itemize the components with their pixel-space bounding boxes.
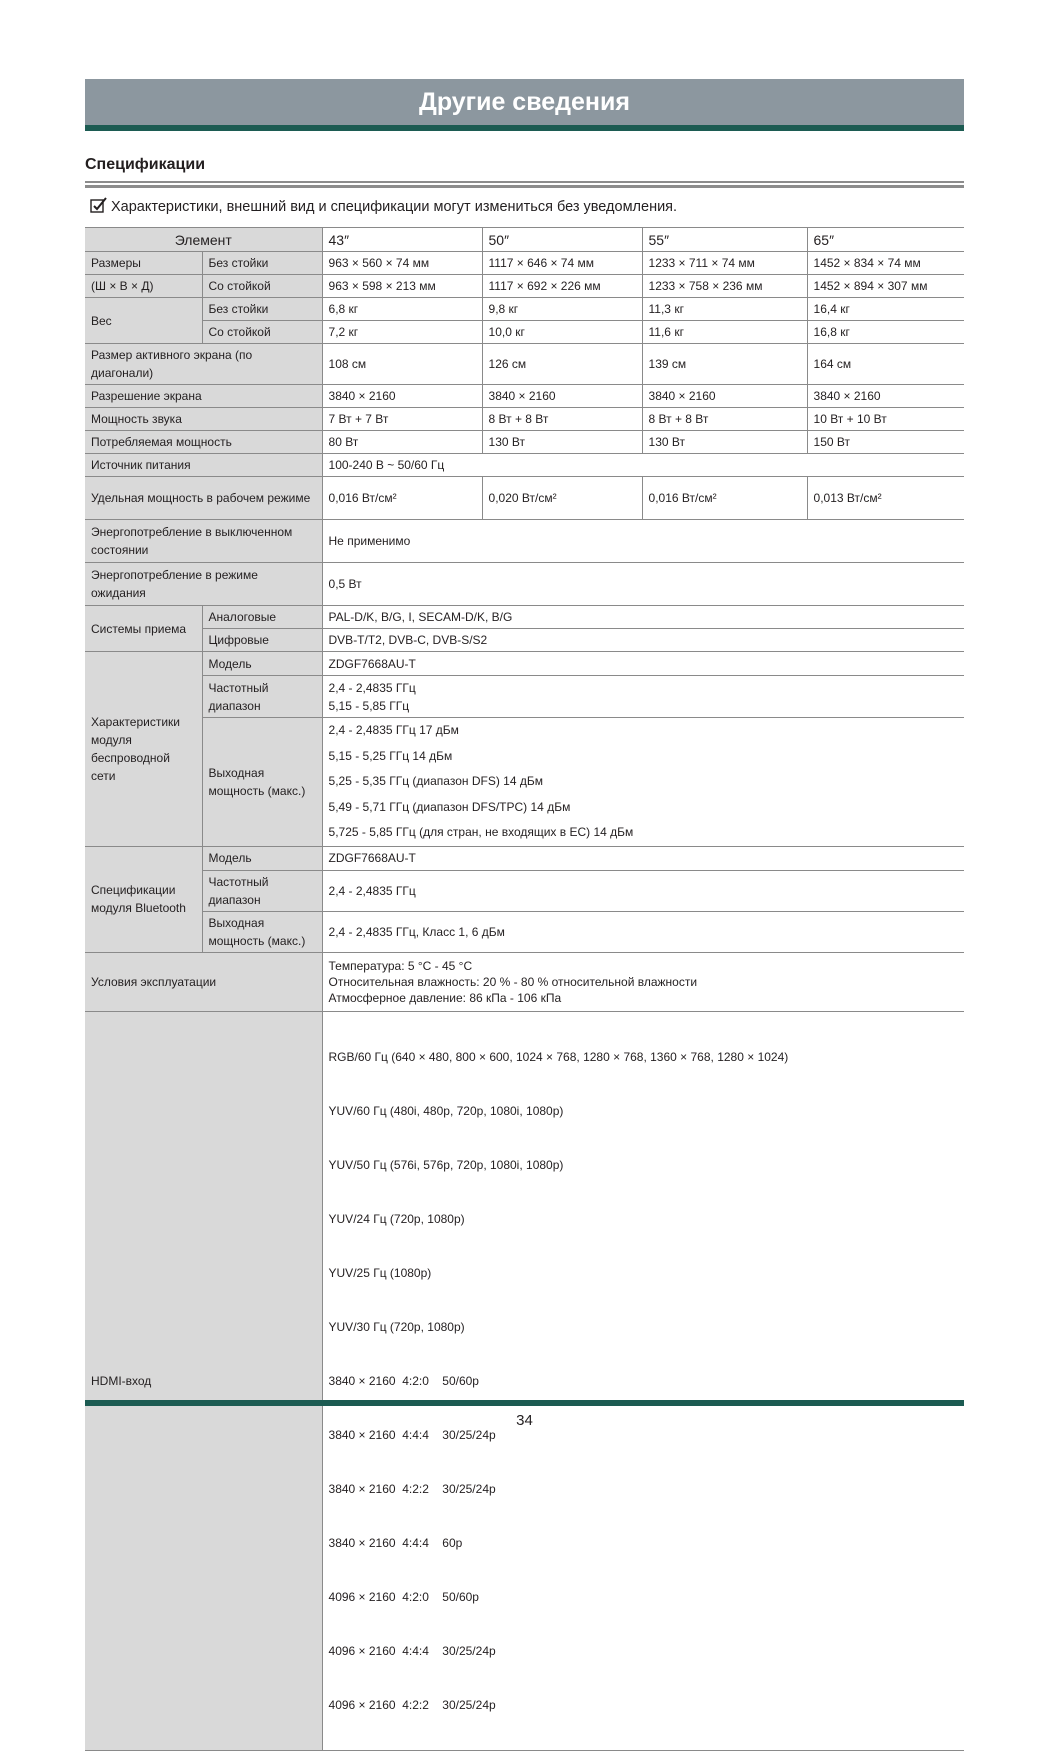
hdmi-line: 3840 × 2160 4:4:4 30/25/24p [328, 1427, 496, 1442]
table-row [85, 846, 964, 870]
hdmi-line: YUV/25 Гц (1080p) [328, 1265, 432, 1280]
table-cell: 130 Вт [482, 431, 642, 454]
bluetooth-power-label: Выходная мощность (макс.) [202, 911, 322, 952]
table-cell: 0,5 Вт [322, 563, 964, 606]
table-row [85, 520, 964, 563]
page-number: 34 [516, 1412, 533, 1429]
table-row [85, 629, 964, 652]
weight-label: Вес [85, 298, 202, 344]
table-cell: 9,8 кг [482, 298, 642, 321]
screen-size-label: Размер активного экрана (по диагонали) [85, 344, 322, 385]
table-cell: 126 см [482, 344, 642, 385]
table-cell: DVB-T/T2, DVB-C, DVB-S/S2 [322, 629, 964, 652]
table-cell: 0,013 Вт/см² [807, 477, 964, 520]
table-cell: 0,016 Вт/см² [642, 477, 807, 520]
audio-label: Мощность звука [85, 408, 322, 431]
table-row [85, 606, 964, 629]
wireless-power-label: Выходная мощность (макс.) [202, 718, 322, 847]
table-cell: ZDGF7668AU-T [322, 846, 964, 870]
table-row [85, 563, 964, 606]
bluetooth-freq-label: Частотный диапазон [202, 870, 322, 911]
reception-analog-label: Аналоговые [202, 606, 322, 629]
hdmi-line: 4096 × 2160 4:2:2 30/25/24p [328, 1697, 496, 1712]
table-row [85, 1011, 964, 1750]
table-row [85, 870, 964, 911]
wireless-power-line: 5,15 - 5,25 ГГц 14 дБм [328, 748, 453, 763]
table-row [85, 344, 964, 385]
table-cell: 130 Вт [642, 431, 807, 454]
table-cell: 1117 × 646 × 74 мм [482, 252, 642, 275]
table-cell: 7,2 кг [322, 321, 482, 344]
table-cell: 16,4 кг [807, 298, 964, 321]
reception-digital-label: Цифровые [202, 629, 322, 652]
header-model-43: 43″ [322, 228, 482, 252]
table-row [85, 676, 964, 718]
table-cell: 8 Вт + 8 Вт [482, 408, 642, 431]
checkbox-edit-icon [90, 197, 111, 217]
resolution-label: Разрешение экрана [85, 385, 322, 408]
table-cell: 0,020 Вт/см² [482, 477, 642, 520]
wireless-power-line: 5,725 - 5,85 ГГц (для стран, не входящих в ЕС) 14 дБм [328, 825, 634, 839]
wireless-model-label: Модель [202, 652, 322, 676]
table-cell: 0,016 Вт/см² [322, 477, 482, 520]
header-model-65: 65″ [807, 228, 964, 252]
power-supply-label: Источник питания [85, 454, 322, 477]
wireless-power-line: 5,25 - 5,35 ГГц (диапазон DFS) 14 дБм [328, 774, 543, 788]
table-row [85, 952, 964, 1011]
table-cell: 963 × 560 × 74 мм [322, 252, 482, 275]
table-cell: 16,8 кг [807, 321, 964, 344]
hdmi-line: 3840 × 2160 4:2:2 30/25/24p [328, 1481, 496, 1496]
power-consumption-label: Потребляемая мощность [85, 431, 322, 454]
table-row [85, 298, 964, 321]
wireless-label: Характеристики модуля беспроводной сети [85, 652, 202, 847]
dimensions-without-stand-label: Без стойки [202, 252, 322, 275]
hdmi-line: 4096 × 2160 4:4:4 30/25/24p [328, 1643, 496, 1658]
hdmi-line: YUV/60 Гц (480i, 480p, 720p, 1080i, 1080p) [328, 1103, 564, 1118]
specific-power-label: Удельная мощность в рабочем режиме [85, 477, 322, 520]
table-cell: 1117 × 692 × 226 мм [482, 275, 642, 298]
environment-line: Атмосферное давление: 86 кПа - 106 кПа [328, 990, 562, 1005]
dimensions-with-stand-label: Со стойкой [202, 275, 322, 298]
weight-with-stand-label: Со стойкой [202, 321, 322, 344]
note [90, 197, 677, 217]
table-cell: 10,0 кг [482, 321, 642, 344]
table-cell: 963 × 598 × 213 мм [322, 275, 482, 298]
spec-table [85, 227, 964, 1751]
table-cell: 2,4 - 2,4835 ГГц, Класс 1, 6 дБм [322, 911, 964, 952]
table-row [85, 477, 964, 520]
banner-divider [85, 125, 964, 131]
table-cell: 3840 × 2160 [322, 385, 482, 408]
wireless-power-line: 2,4 - 2,4835 ГГц 17 дБм [328, 723, 459, 737]
table-cell [322, 1011, 964, 1750]
table-cell: 80 Вт [322, 431, 482, 454]
page-title-banner: Другие сведения [85, 79, 964, 125]
table-cell: 1452 × 834 × 74 мм [807, 252, 964, 275]
table-row [85, 431, 964, 454]
table-cell: 7 Вт + 7 Вт [322, 408, 482, 431]
table-row [85, 252, 964, 275]
header-item: Элемент [85, 228, 322, 252]
environment-label: Условия эксплуатации [85, 952, 322, 1011]
wireless-freq-line: 2,4 - 2,4835 ГГц [328, 680, 416, 695]
table-row [85, 652, 964, 676]
table-cell: 1233 × 711 × 74 мм [642, 252, 807, 275]
hdmi-label: HDMI-вход [85, 1011, 322, 1750]
table-cell: ZDGF7668AU-T [322, 652, 964, 676]
table-cell: 2,4 - 2,4835 ГГц [322, 870, 964, 911]
table-cell: PAL-D/K, B/G, I, SECAM-D/K, B/G [322, 606, 964, 629]
environment-line: Относительная влажность: 20 % - 80 % относительной влажности [328, 974, 698, 989]
table-header-row [85, 228, 964, 252]
table-cell: 150 Вт [807, 431, 964, 454]
bluetooth-model-label: Модель [202, 846, 322, 870]
hdmi-line: 3840 × 2160 4:4:4 60p [328, 1535, 463, 1550]
header-model-50: 50″ [482, 228, 642, 252]
table-row [85, 385, 964, 408]
table-cell: 1452 × 894 × 307 мм [807, 275, 964, 298]
table-cell: 3840 × 2160 [642, 385, 807, 408]
table-row [85, 911, 964, 952]
section-divider-bottom [85, 185, 964, 188]
table-cell: 6,8 кг [322, 298, 482, 321]
table-cell: 139 см [642, 344, 807, 385]
reception-label: Системы приема [85, 606, 202, 652]
dimensions-label-units: (Ш × В × Д) [85, 275, 202, 298]
table-cell: 11,3 кг [642, 298, 807, 321]
hdmi-line: 3840 × 2160 4:2:0 50/60p [328, 1373, 479, 1388]
note-text: Характеристики, внешний вид и спецификации могут измениться без уведомления. [111, 199, 678, 215]
hdmi-line: 4096 × 2160 4:2:0 50/60p [328, 1589, 479, 1604]
table-cell: 3840 × 2160 [482, 385, 642, 408]
table-cell: 108 см [322, 344, 482, 385]
environment-line: Температура: 5 °C - 45 °C [328, 958, 473, 973]
wireless-power-line: 5,49 - 5,71 ГГц (диапазон DFS/TPC) 14 дБм [328, 799, 571, 814]
table-cell: 10 Вт + 10 Вт [807, 408, 964, 431]
table-row [85, 321, 964, 344]
off-power-label: Энергопотребление в выключенном состоянии [85, 520, 322, 563]
table-cell [322, 676, 964, 718]
wireless-freq-label: Частотный диапазон [202, 676, 322, 718]
table-row [85, 408, 964, 431]
bluetooth-label: Спецификации модуля Bluetooth [85, 846, 202, 952]
table-cell [322, 952, 964, 1011]
section-divider-top [85, 181, 964, 183]
hdmi-line: YUV/30 Гц (720p, 1080p) [328, 1319, 465, 1334]
table-cell: 164 см [807, 344, 964, 385]
wireless-freq-line: 5,15 - 5,85 ГГц [328, 698, 410, 713]
table-row [85, 275, 964, 298]
footer-divider [85, 1400, 964, 1406]
table-cell: 11,6 кг [642, 321, 807, 344]
table-cell: 1233 × 758 × 236 мм [642, 275, 807, 298]
header-model-55: 55″ [642, 228, 807, 252]
dimensions-label: Размеры [85, 252, 202, 275]
table-cell: Не применимо [322, 520, 964, 563]
hdmi-line: RGB/60 Гц (640 × 480, 800 × 600, 1024 × 768, 1280 × 768, 1360 × 768, 1280 × 1024) [328, 1049, 789, 1064]
table-cell: 8 Вт + 8 Вт [642, 408, 807, 431]
table-row [85, 454, 964, 477]
table-cell: 3840 × 2160 [807, 385, 964, 408]
hdmi-line: YUV/24 Гц (720p, 1080p) [328, 1211, 465, 1226]
table-cell: 100-240 В ~ 50/60 Гц [322, 454, 964, 477]
table-row [85, 718, 964, 847]
section-title: Спецификации [85, 156, 206, 173]
standby-power-label: Энергопотребление в режиме ожидания [85, 563, 322, 606]
table-cell [322, 718, 964, 847]
hdmi-line: YUV/50 Гц (576i, 576p, 720p, 1080i, 1080p) [328, 1157, 564, 1172]
weight-without-stand-label: Без стойки [202, 298, 322, 321]
